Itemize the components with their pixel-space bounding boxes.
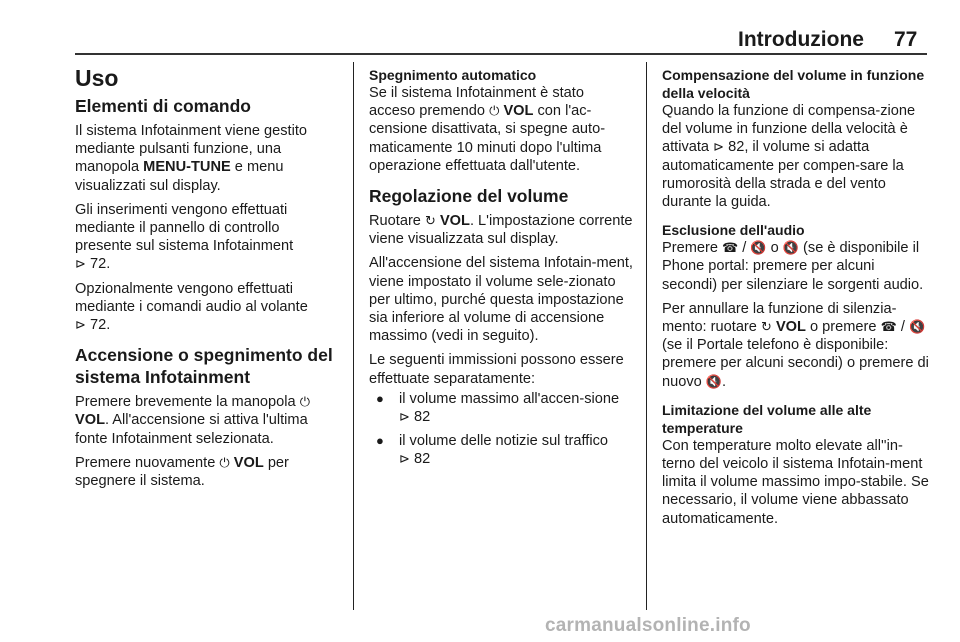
paragraph-speed-compensation [662, 102, 930, 211]
text: (se il Portale telefono è disponibile: premere per alcuni secondi) o premere di nuovo [662, 337, 929, 390]
heading-volume: Regolazione del volume [369, 186, 569, 207]
heading-speed-compensation: Compensazione del volume in funzione della velocità [662, 67, 925, 101]
header-rule [75, 53, 927, 55]
text: Per annullare la funzione di silenzia-mento: ruotare [662, 300, 897, 336]
text: con l'ac-censione disattivata, si spegne auto-maticamente 10 minuti dopo l'ultima operazione effettuata dall'utente. [369, 103, 606, 174]
page-number: 77 [894, 28, 918, 51]
column-divider-2 [646, 62, 647, 610]
text: e menu visualizzati sul display. [75, 159, 284, 194]
text: , il volume si adatta automaticamente per compen-sare la rumorosità della strada e del vento durante la guida. [662, 139, 904, 211]
mute-icon: 🔇 [750, 240, 767, 256]
text: Opzionalmente vengono effettuati mediante i comandi audio al volante [75, 280, 308, 315]
page-reference: 72. [89, 317, 111, 334]
vol-label: VOL [775, 319, 806, 336]
paragraph-settings: Le seguenti immissioni possono essere effettuate separatamente: [369, 352, 624, 387]
text: . All'accensione si attiva l'ultima fonte Infotainment selezionata. [75, 412, 308, 447]
column-3 [662, 62, 930, 534]
section-title: Uso [75, 65, 119, 91]
paragraph-temperature-limit: Con temperature molto elevate all''in-terno del veicolo il sistema Infotain-ment limita il volume massimo impo-stabile. Se necessario, il volume viene abbassato automaticamente. [662, 437, 929, 527]
column-2 [369, 62, 634, 475]
reference-arrow-icon: ⊳ [75, 256, 86, 272]
bullet-dot: ● [376, 433, 384, 449]
heading-mute: Esclusione dell'audio [662, 222, 805, 239]
rotary-knob-icon: ↻ [760, 319, 772, 335]
power-icon: ⏻ [219, 454, 230, 470]
text: Il sistema Infotainment viene gestito mediante pulsanti funzione, una manopola [75, 123, 307, 176]
section-subtitle: Elementi di comando [75, 96, 251, 116]
text: Gli inserimenti vengono effettuati mediante il pannello di controllo presente sul sistema Infotainment [75, 201, 294, 255]
reference-arrow-icon: ⊳ [399, 409, 410, 425]
list-item [369, 432, 634, 468]
text: Se il sistema Infotainment è stato acceso premendo [369, 85, 584, 120]
page-reference: 82 [413, 451, 431, 468]
power-icon: ⏻ [489, 103, 500, 119]
menu-tune-label: MENU-TUNE [143, 159, 231, 176]
paragraph-power-on [75, 393, 337, 448]
heading-temperature-limit: Limitazione del volume alle alte temperature [662, 401, 872, 436]
text: o premere [805, 319, 881, 336]
mute-icon: 🔇 [705, 373, 723, 389]
rotary-knob-icon: ↻ [424, 213, 436, 229]
text: per spegnere il sistema. [75, 454, 289, 490]
vol-label: VOL [439, 213, 470, 230]
list-item [369, 390, 634, 426]
page-header-title: Introduzione [738, 28, 864, 51]
page-reference: 82 [728, 139, 745, 156]
text: Ruotare [369, 213, 425, 230]
paragraph-mute: Premere ☎ / 🔇 o 🔇 (se è disponibile il Phone portal: premere per alcuni secondi) per silenziare le sorgenti audio. [662, 240, 924, 293]
text: Premere brevemente la manopola [75, 394, 300, 411]
paragraph-unmute: Per annullare la funzione di silenzia-mento: ruotare ↻ VOL o premere ☎ / 🔇 (se il Portale telefono è disponibile: premere per alcuni secondi) o premere di nuovo 🔇. [662, 300, 929, 390]
paragraph-auto-off [369, 84, 634, 175]
text: Quando la funzione di compensa-zione del volume in funzione della velocità è attivata [662, 103, 916, 156]
phone-icon: ☎ [880, 319, 897, 335]
text: il volume delle notizie sul traffico [399, 433, 609, 450]
reference-arrow-icon: ⊳ [713, 139, 725, 155]
text: . [722, 373, 727, 390]
text: . L'impostazione corrente viene visualizzata sul display. [369, 213, 633, 248]
paragraph-rotate [369, 212, 634, 248]
heading-power: Accensione o spegnimento del sistema Infotainment [75, 345, 333, 388]
vol-label: VOL [503, 103, 534, 120]
mute-icon: 🔇 [782, 240, 799, 256]
column-1 [75, 62, 337, 496]
reference-arrow-icon: ⊳ [399, 451, 410, 467]
mute-icon: 🔇 [908, 319, 926, 335]
bullet-list [369, 390, 634, 469]
paragraph-power-off [75, 454, 337, 490]
column-divider-1 [353, 62, 354, 610]
reference-arrow-icon: ⊳ [75, 317, 86, 333]
text: il volume massimo all'accen-sione [399, 390, 620, 407]
heading-auto-off: Spegnimento automatico [369, 67, 537, 83]
paragraph-steering [75, 280, 337, 335]
vol-label: VOL [233, 454, 264, 471]
page-reference: 72. [89, 256, 111, 273]
page-reference: 82 [413, 409, 431, 426]
text: Premere nuovamente [75, 454, 220, 471]
power-icon: ⏻ [299, 394, 310, 410]
paragraph-inputs [75, 201, 337, 274]
vol-label: VOL [75, 412, 105, 429]
phone-icon: ☎ [722, 240, 739, 256]
paragraph-last-volume: All'accensione del sistema Infotain-ment, viene impostato il volume sele-zionato per ultimo, purché questa impostazione sia inferiore al volume di accensione massimo (vedi in seguito). [369, 255, 633, 345]
watermark: carmanualsonline.info [545, 615, 751, 636]
text: (se è disponibile il Phone portal: premere per alcuni secondi) per silenziare le sorgenti audio. [662, 240, 924, 293]
text: o [766, 240, 783, 257]
bullet-dot: ● [376, 390, 384, 406]
text: Premere [662, 240, 723, 257]
paragraph-controls [75, 122, 337, 195]
